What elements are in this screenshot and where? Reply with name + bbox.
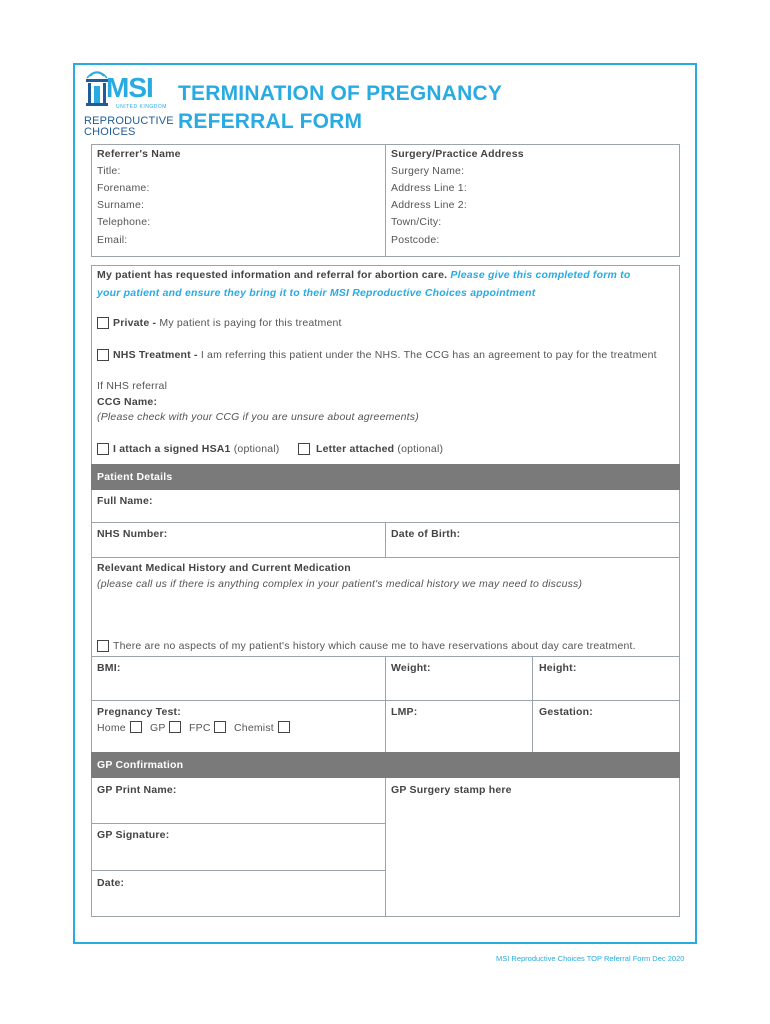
referrer-forename-field[interactable]: Forename: [97, 182, 150, 194]
test-fpc-checkbox[interactable] [214, 721, 226, 733]
logo-line-1: REPRODUCTIVE [84, 115, 174, 127]
test-option-chemist: Chemist [234, 722, 274, 734]
history-note: (please call us if there is anything complex in your patient's medical history we may need to discuss) [97, 578, 583, 590]
test-home-checkbox[interactable] [130, 721, 142, 733]
referrer-email-field[interactable]: Email: [97, 234, 128, 246]
hsa1-checkbox[interactable] [97, 443, 109, 455]
divider [91, 870, 385, 871]
letter-optional: (optional) [397, 443, 444, 455]
patient-details-title: Patient Details [97, 471, 173, 483]
divider [385, 522, 386, 557]
gp-print-name-field[interactable]: GP Print Name: [97, 784, 177, 796]
title-line-1: TERMINATION OF PREGNANCY [178, 82, 503, 105]
form-title [178, 80, 502, 136]
gp-stamp-area: GP Surgery stamp here [391, 784, 512, 796]
letter-label: Letter attached [316, 443, 395, 455]
referrer-telephone-field[interactable]: Telephone: [97, 216, 151, 228]
nhs-number-field[interactable]: NHS Number: [97, 528, 168, 540]
hsa1-optional: (optional) [233, 443, 280, 455]
surgery-town-field[interactable]: Town/City: [391, 216, 442, 228]
test-option-gp: GP [150, 722, 166, 734]
gp-confirmation-header [91, 752, 680, 778]
ccg-note: (Please check with your CCG if you are unsure about agreements) [97, 411, 419, 423]
dob-field[interactable]: Date of Birth: [391, 528, 461, 540]
surgery-address2-field[interactable]: Address Line 2: [391, 199, 467, 211]
divider [91, 557, 680, 558]
request-instruction-1: Please give this completed form to [450, 269, 631, 281]
title-line-2: REFERRAL FORM [178, 110, 363, 133]
referrer-heading: Referrer's Name [97, 148, 181, 160]
surgery-name-field[interactable]: Surgery Name: [391, 165, 465, 177]
full-name-field[interactable]: Full Name: [97, 495, 153, 507]
surgery-heading: Surgery/Practice Address [391, 148, 524, 160]
private-label: Private - [113, 317, 157, 329]
height-field[interactable]: Height: [539, 662, 577, 674]
divider [532, 656, 533, 762]
nhs-desc: I am referring this patient under the NHS. The CCG has an agreement to pay for the treatment [200, 349, 657, 361]
letter-checkbox[interactable] [298, 443, 310, 455]
ccg-name-field[interactable]: CCG Name: [97, 396, 158, 408]
gp-date-field[interactable]: Date: [97, 877, 125, 889]
lmp-field[interactable]: LMP: [391, 706, 418, 718]
logo-country: UNITED KINGDOM [116, 104, 167, 110]
divider [385, 656, 386, 762]
surgery-postcode-field[interactable]: Postcode: [391, 234, 440, 246]
test-gp-checkbox[interactable] [169, 721, 181, 733]
logo-subtitle [84, 116, 174, 138]
no-aspects-checkbox[interactable] [97, 640, 109, 652]
request-instruction-2: your patient and ensure they bring it to their MSI Reproductive Choices appointment [97, 287, 536, 299]
pregnancy-test-label: Pregnancy Test: [97, 706, 181, 718]
letter-option [316, 443, 443, 455]
nhs-option [113, 349, 657, 361]
logo-wordmark: MSI [106, 72, 153, 103]
history-heading: Relevant Medical History and Current Medication [97, 562, 351, 574]
divider [385, 778, 386, 917]
private-checkbox[interactable] [97, 317, 109, 329]
hsa1-label: I attach a signed HSA1 [113, 443, 231, 455]
msi-logo [84, 66, 172, 142]
nhs-label: NHS Treatment - [113, 349, 198, 361]
divider [91, 700, 680, 701]
if-nhs-text: If NHS referral [97, 380, 168, 392]
private-option [113, 317, 342, 329]
test-option-home: Home [97, 722, 126, 734]
hsa1-option [113, 443, 280, 455]
nhs-checkbox[interactable] [97, 349, 109, 361]
weight-field[interactable]: Weight: [391, 662, 431, 674]
divider [91, 823, 385, 824]
no-aspects-text: There are no aspects of my patient's history which cause me to have reservations about day care treatment. [113, 640, 636, 652]
private-desc: My patient is paying for this treatment [159, 317, 342, 329]
test-chemist-checkbox[interactable] [278, 721, 290, 733]
test-option-fpc: FPC [189, 722, 211, 734]
surgery-address1-field[interactable]: Address Line 1: [391, 182, 467, 194]
referrer-divider [385, 144, 386, 257]
gp-signature-field[interactable]: GP Signature: [97, 829, 170, 841]
request-intro [97, 269, 631, 281]
footer-text: MSI Reproductive Choices TOP Referral Form Dec 2020 [496, 954, 685, 963]
referrer-title-field[interactable]: Title: [97, 165, 121, 177]
gestation-field[interactable]: Gestation: [539, 706, 593, 718]
gp-confirmation-title: GP Confirmation [97, 759, 184, 771]
patient-details-header [91, 464, 680, 490]
referrer-surname-field[interactable]: Surname: [97, 199, 145, 211]
bmi-field[interactable]: BMI: [97, 662, 121, 674]
request-intro-text: My patient has requested information and referral for abortion care. [97, 269, 448, 281]
logo-line-2: CHOICES [84, 126, 136, 138]
